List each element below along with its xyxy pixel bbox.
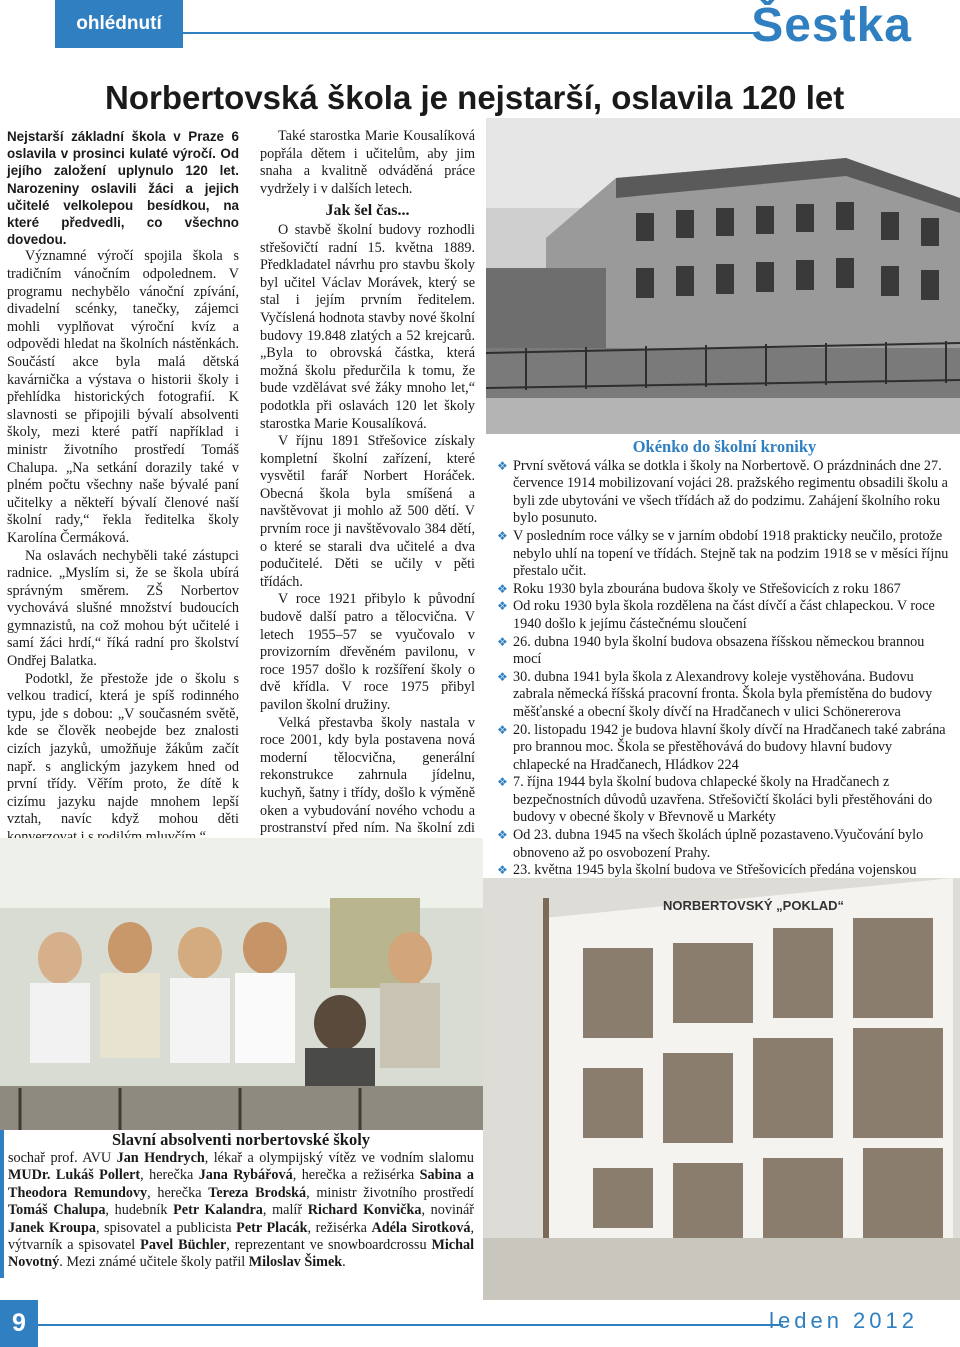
chronicle-item: ❖ V posledním roce války se v jarním období 1918 prakticky neučilo, protože nebylo uhlí na topení ve třídách. Stejně tak na podzim 1918 se v měsíci říjnu přestalo učit. <box>497 527 949 580</box>
children-performance-photo <box>0 838 483 1130</box>
page-number: 9 <box>0 1300 38 1347</box>
header-rule <box>183 32 755 34</box>
chronicle-item: ❖ První světová válka se dotkla i školy na Norbertově. O prázdninách dne 27. července 1914 mobilizovaní vojáci 28. pražského regimentu obsadili školu a byli zde ubytováni ve všech třídách až do podzimu. Zahájení školního roku bylo posunuto. <box>497 457 948 527</box>
alumni-text-segment: , spisovatel a publicista <box>95 1219 237 1236</box>
alumni-text-segment: , reprezentant ve snowboardcrossu <box>226 1237 432 1254</box>
alumni-name: Janek Kroupa <box>8 1219 96 1236</box>
chronicle-item: ❖ 30. dubna 1941 byla škola z Alexandrovy koleje vystěhována. Budovu zabrala německá říšská pracovní fronta. Škola byla přemístěna do budovy měšťanské a obecní školy dívčí na Hradčanech v ulici Schönererova <box>497 668 933 720</box>
alumni-name: Sabina a Theodora Remundovy <box>8 1167 474 1201</box>
section-tab: ohlédnutí <box>55 0 183 48</box>
exhibition-board-photo <box>483 878 960 1300</box>
alumni-name: Tereza Brodská <box>208 1184 307 1201</box>
alumni-text-segment: , lékař a olympijský vítěz ve vodním slalomu <box>204 1150 474 1166</box>
diamond-bullet-icon: ❖ <box>497 528 508 543</box>
chronicle-list <box>497 458 952 898</box>
footer-rule <box>38 1324 783 1326</box>
alumni-text-segment: sochař prof. AVU <box>8 1150 117 1166</box>
alumni-name: Petr Placák <box>236 1219 308 1236</box>
diamond-bullet-icon: ❖ <box>497 669 508 684</box>
alumni-name: Jana Rybářová <box>198 1167 293 1184</box>
diamond-bullet-icon: ❖ <box>497 722 508 737</box>
masthead: Šestka <box>751 0 912 52</box>
alumni-text-segment: , herečka <box>140 1167 199 1184</box>
alumni-text-segment: , herečka <box>147 1184 209 1201</box>
diamond-bullet-icon: ❖ <box>497 634 508 649</box>
chronicle-title: Okénko do školní kroniky <box>632 437 817 456</box>
school-chronicle-box <box>497 438 952 897</box>
article-column-1 <box>7 128 239 847</box>
alumni-name: Pavel Büchler <box>140 1237 227 1254</box>
article-paragraph: O stavbě školní budovy rozhodli střešovičtí radní 15. května 1889. Předkladatel návrhu pro stavbu školy byl učitel Václav Morávek, který se stal i jejím prvním ředitelem. Vyčíslená hodnota stavby nové školní budovy 19.848 zlatých a 52 krejcarů. „Byla to obrovská částka, která možná školu předurčila k tomu, že bude vzdělávat své žáky mnoho let,“ podotkla při oslavách 120 let školy starostka Marie Kousalíková. <box>260 221 475 432</box>
alumni-text-segment: , malíř <box>262 1202 308 1219</box>
alumni-box <box>0 1130 474 1278</box>
alumni-name: Miloslav Šimek <box>248 1254 343 1271</box>
chronicle-item: ❖ 7. října 1944 byla školní budova chlapecké školy na Hradčanech z bezpečnostních důvodů uzavřena. Střešovičtí školáci byli přestěhováni do budovy v obecné školy v Břevnově u Markéty <box>497 774 933 826</box>
diamond-bullet-icon: ❖ <box>497 599 508 614</box>
diamond-bullet-icon: ❖ <box>497 828 508 843</box>
diamond-bullet-icon: ❖ <box>497 863 508 878</box>
chronicle-item: ❖ 20. listopadu 1942 je budova hlavní školy dívčí na Hradčanech také zabrána pro brannou moc. Škola se přestěhovává do budovy hlavní budovy chlapecké na Hradčanech, Hládkov 224 <box>497 721 946 773</box>
alumni-text-segment: , herečka a režisérka <box>292 1167 420 1184</box>
chronicle-item: ❖ 23. května 1945 byla školní budova ve Střešovicích předána vojenskou <box>497 862 917 879</box>
diamond-bullet-icon: ❖ <box>497 458 508 473</box>
article-column-2 <box>260 128 475 855</box>
article-paragraph: Na oslavách nechyběli také zástupci radnice. „Myslím si, že se škola ubírá správným směrem. ZŠ Norbertov vychovává slušné množství budoucích gymnazistů, na což mohou být učitelé i samí žáci hrdí,“ říká radní pro školství Ondřej Balatka. <box>7 547 239 670</box>
issue-date: leden 2012 <box>769 1308 918 1333</box>
chronicle-item: ❖ Od roku 1930 byla škola rozdělena na část dívčí a část chlapeckou. V roce 1940 došlo k jejímu částečnému sloučení <box>497 598 935 632</box>
article-paragraph: V říjnu 1891 Střešovice získaly kompletní školní zařízení, které vysvětil farář Norbert Horáček. Obecná škola byla smíšená a navštěvovat ji mohlo až 500 dětí. V prvním roce ji navštěvovalo 384 dětí, o které se starali dva učitelé a dva podučitelé. Děti se učily v pěti třídách. <box>260 433 475 590</box>
article-paragraph: Také starostka Marie Kousalíková popřála dětem i učitelům, aby jim snaha a kvalitně odváděná práce vydržely i v dalších letech. <box>260 128 475 197</box>
article-paragraph: Podotkl, že přestože jde o školu s velkou tradicí, která je spíš rodinného typu, jde s dobou: „V současném světě, kde se člověk neobejde bez znalosti cizích jazyků, umožňuje žákům začít např. s anglickým jazykem hned od první třídy. Věřím proto, že dítě k cizímu jazyku najde mnohem lepší vztah, navíc když mohou děti <box>7 670 239 828</box>
historic-school-photo <box>486 118 960 434</box>
alumni-accent-bar <box>0 1130 4 1278</box>
alumni-name: Michal Novotný <box>8 1237 475 1271</box>
alumni-name: Tomáš Chalupa <box>8 1202 106 1219</box>
alumni-text-segment: , režisérka <box>307 1219 372 1236</box>
alumni-name: MUDr. Lukáš Pollert <box>8 1167 141 1184</box>
article-paragraph: V roce 1921 přibylo k původní budově další patro a tělocvična. V letech 1955–57 se vyučovalo v provizorním dřevěném pavilonu, v roce 1957 došlo k rozšíření školy o dvě křídla. V roce 1975 přibyl pavilon školní družiny. <box>260 591 475 713</box>
alumni-text-segment: , výtvarník a spisovatel <box>8 1219 474 1254</box>
article-lead: Nejstarší základní škola v Praze 6 oslavila v prosinci kulaté výročí. Od jejího založení uplynulo 120 let. Narozeniny oslavili žáci a jejich učitelé velkolepou besídkou, na které předvedli, co všechno dovedou. <box>7 129 239 248</box>
alumni-name: Adéla Sirotková <box>371 1219 471 1236</box>
alumni-name: Jan Hendrych <box>116 1150 205 1166</box>
article-headline: Norbertovská škola je nejstarší, oslavila 120 let <box>105 79 845 116</box>
alumni-text-segment: , novinář <box>421 1202 475 1219</box>
diamond-bullet-icon: ❖ <box>497 775 508 790</box>
alumni-title: Slavní absolventi norbertovské školy <box>111 1130 371 1149</box>
alumni-name: Richard Konvička <box>307 1202 422 1219</box>
alumni-name: Petr Kalandra <box>173 1202 263 1219</box>
alumni-text <box>8 1150 474 1272</box>
alumni-text-segment: , ministr životního prostředí <box>306 1184 474 1201</box>
article-paragraph: Velká přestavba školy nastala v roce 2001, kdy byla postavena nová moderní tělocvična, generální rekonstrukce zahrnula jídelnu, kuchyň, šatny i třídy, došlo k výměně oken a vybudování nového vchodu a prostranství před ním. Na školní zdi <box>260 714 475 837</box>
section-subheading: Jak šel čas... <box>325 202 410 220</box>
alumni-text-segment: , hudebník <box>105 1202 174 1219</box>
exhibit-banner-text: NORBERTOVSKÝ „POKLAD“ <box>663 898 845 913</box>
chronicle-item: ❖ 26. dubna 1940 byla školní budova obsazena říšskou německou brannou mocí <box>497 633 925 668</box>
article-paragraph: Významné výročí spojila škola s tradičním vánočním odpolednem. V programu nechybělo vánoční zpívání, divadelní scénky, tanečky, zájemci mohli vyplňovat výroční kvíz a odpovědi hledat na školních nástěnkách. Součástí akce byla malá dětská kavárnička a výstava o historii školy i přehlídka historických fotografií. K slavnosti se připojili bývalí absolventi školy, mezi které patří například i ministr životního prostředí Tomáš Chalupa. „Na setkání dorazily také v plném počtu všechny naše bývalé paní učitelky a někteří bývalí členové naší školní rady,“ řekla ředitelka školy Karolína Čermáková. <box>7 248 239 546</box>
chronicle-item: ❖ Od 23. dubna 1945 na všech školách úplně pozastaveno.Vyučování bylo obnoveno až po osvobození Prahy. <box>497 827 924 861</box>
alumni-text-segment: . <box>342 1254 346 1271</box>
diamond-bullet-icon: ❖ <box>497 581 508 596</box>
chronicle-item: ❖ Roku 1930 byla zbourána budova školy ve Střešovicích z roku 1867 <box>497 580 901 597</box>
alumni-text-segment: . Mezi známé učitele školy patřil <box>59 1254 249 1271</box>
